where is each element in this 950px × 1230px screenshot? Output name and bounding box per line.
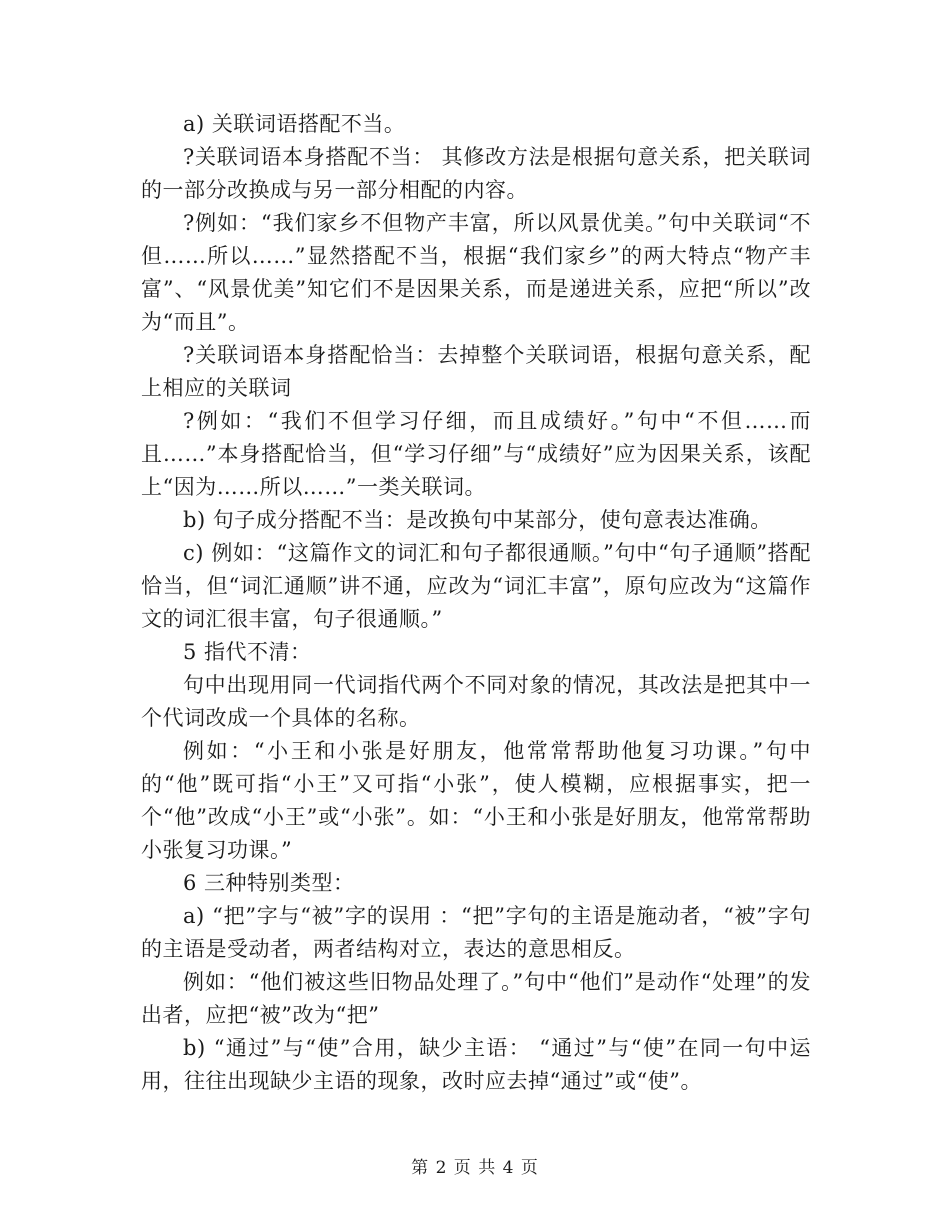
paragraph-example-study: ?例如：“我们不但学习仔细，而且成绩好。”句中“不但……而且……”本身搭配恰当，但“学习仔细”与“成绩好”应为因果关系，该配上“因为……所以……”一类关联词。 (141, 409, 811, 499)
paragraph-pronoun-explanation: 句中出现用同一代词指代两个不同对象的情况，其改法是把其中一个代词改成一个具体的名称。 (141, 673, 811, 730)
paragraph-example-old-items: 例如：“他们被这些旧物品处理了。”句中“他们”是动作“处理”的发出者，应把“被”改为“把” (141, 970, 811, 1027)
paragraph-a-ba-bei-misuse: a) “把”字与“被”字的误用 ：“把”字句的主语是施动者，“被”字句的主语是受动者，两者结构对立，表达的意思相反。 (141, 904, 811, 961)
heading-5-unclear-reference: 5 指代不清： (183, 640, 312, 664)
paragraph-conjunction-self-match: ?关联词语本身搭配恰当：去掉整个关联词语，根据句意关系，配上相应的关联词 (141, 343, 811, 400)
heading-6-special-types: 6 三种特别类型： (183, 871, 355, 895)
paragraph-conjunction-self-mismatch: ?关联词语本身搭配不当： 其修改方法是根据句意关系，把关联词的一部分改换成与另一部分相配的内容。 (141, 145, 811, 202)
paragraph-example-hometown: ?例如：“我们家乡不但物产丰富，所以风景优美。”句中关联词“不但……所以……”显然搭配不当，根据“我们家乡”的两大特点“物产丰富”、“风景优美”知它们不是因果关系，而是递进关系，应把“所以”改为“而且”。 (141, 211, 811, 334)
page-footer (0, 1153, 950, 1178)
paragraph-example-friends: 例如：“小王和小张是好朋友，他常常帮助他复习功课。”句中的“他”既可指“小王”又可指“小张”，使人模糊，应根据事实，把一个“他”改成“小王”或“小张”。如：“小王和小张是好朋友，他常常帮助小张复习功课。” (141, 739, 811, 862)
paragraph-b-tongguo-shi: b) “通过”与“使”合用，缺少主语： “通过”与“使”在同一句中运用，往往出现缺少主语的现象，改时应去掉“通过”或“使”。 (141, 1036, 811, 1093)
document-body (141, 108, 811, 1098)
page-number-label: 第 2 页 共 4 页 (411, 1158, 539, 1178)
paragraph-b-component-mismatch: b) 句子成分搭配不当：是改换句中某部分，使句意表达准确。 (183, 508, 772, 532)
paragraph-a-conjunction-mismatch: a) 关联词语搭配不当。 (183, 112, 406, 136)
paragraph-c-example-essay: c) 例如：“这篇作文的词汇和句子都很通顺。”句中“句子通顺”搭配恰当，但“词汇通顺”讲不通，应改为“词汇丰富”，原句应改为“这篇作文的词汇很丰富，句子很通顺。” (141, 541, 811, 631)
